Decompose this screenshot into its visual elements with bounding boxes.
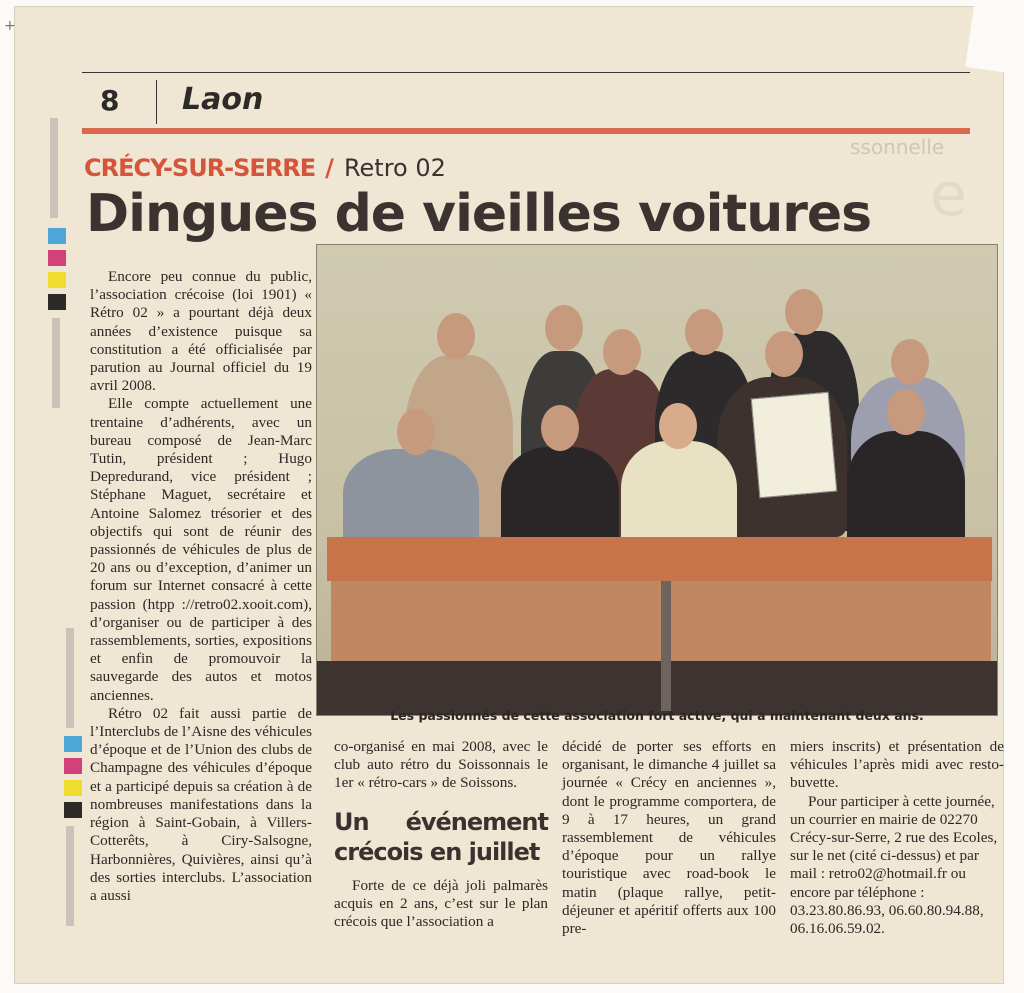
crop-mark-icon: + (4, 18, 16, 34)
paragraph: miers inscrits) et présentation de véhicules l’après midi avec resto-buvette. (790, 738, 1004, 792)
paragraph: co-organisé en mai 2008, avec le club auto rétro du Soissonnais le 1er « rétro-cars » de Soissons. (334, 738, 548, 792)
article-column-2 (334, 738, 548, 931)
kicker-separator: / (325, 154, 334, 182)
photo-caption: Les passionnés de cette association fort active, qui a maintenant deux ans. (390, 708, 924, 723)
article-column-1 (90, 268, 312, 905)
registration-bar (66, 826, 74, 926)
article-kicker (84, 154, 446, 182)
registration-bar (66, 628, 74, 728)
color-swatches-top (48, 228, 68, 316)
bleed-through-large: e (930, 160, 967, 230)
kicker-place: CRÉCY-SUR-SERRE (84, 154, 316, 182)
registration-bar (52, 318, 60, 408)
torn-corner (965, 0, 1014, 72)
article-subhead: Un événement crécois en juillet (334, 807, 548, 866)
color-swatches-bottom (64, 736, 84, 824)
kicker-rubric: Retro 02 (343, 154, 446, 182)
paragraph: Encore peu connue du public, l’association crécoise (loi 1901) « Rétro 02 » a pourtant déjà deux années d’existence puisque sa constitution a été officialisée par parution au Journal officiel du 19 avril 2008. (90, 268, 312, 395)
paragraph: Rétro 02 fait aussi partie de l’Interclubs de l’Aisne des véhicules d’époque et de l’Union des clubs de Champagne des véhicules d’époque et a participé depuis sa création à de nombreuses manifestations dans la région à Saint-Gobain, à Villers-Cotterêts, à Ciry-Salsogne, Harbonnières, Quivières, ainsi qu’à des sorties interclubs. L’association a aussi (90, 704, 312, 904)
table (327, 537, 992, 581)
paragraph: Elle compte actuellement une trentaine d’adhérents, avec un bureau composé de Jean-Marc Tutin, président ; Hugo Depredurand, vice président ; Stéphane Maguet, secrétaire et Antoine Salomez trésorier et des objectifs qui sont de réunir des passionnés de véhicules de plus de 20 ans ou d’exception, d’animer un forum sur Internet consacré à cette passion (htpp ://retro02.xooit.com), d’organiser ou de participer à des rassemblements, sorties, expositions et enfin de promouvoir la sauvegarde des autos et motos anciennes. (90, 395, 312, 704)
top-rule (82, 72, 970, 73)
group-photo (316, 244, 998, 716)
article-column-3 (562, 738, 776, 938)
page-number: 8 (100, 84, 120, 117)
poster (751, 392, 837, 498)
section-title: Laon (182, 82, 264, 117)
registration-bar (50, 118, 58, 218)
contact-paragraph: Pour participer à cette journée, un courrier en mairie de 02270 Crécy-sur-Serre, 2 rue des Ecoles, sur le net (cité ci-dessus) et par mail : retro02@hotmail.fr ou encore par téléphone : 03.23.80.86.93, 06.60.80.94.88, 06.16.06.59.02. (790, 792, 998, 938)
bleed-through: ssonnelle (850, 135, 945, 159)
paragraph: Forte de ce déjà joli palmarès acquis en 2 ans, c’est sur le plan crécois que l’association a (334, 876, 548, 931)
article-headline: Dingues de vieilles voitures (86, 184, 872, 244)
article-column-4 (790, 738, 1004, 938)
header-red-rule (82, 128, 970, 134)
header-divider (156, 80, 157, 124)
paragraph: décidé de porter ses efforts en organisant, le dimanche 4 juillet sa journée « Crécy en anciennes », dont le programme comportera, de 9 à 17 heures, un grand rassemblement de véhicules d’époque pour un rallye touristique avec road-book le matin (plaque rallye, petit-déjeuner et apéritif offerts aux 100 pre- (562, 738, 776, 938)
